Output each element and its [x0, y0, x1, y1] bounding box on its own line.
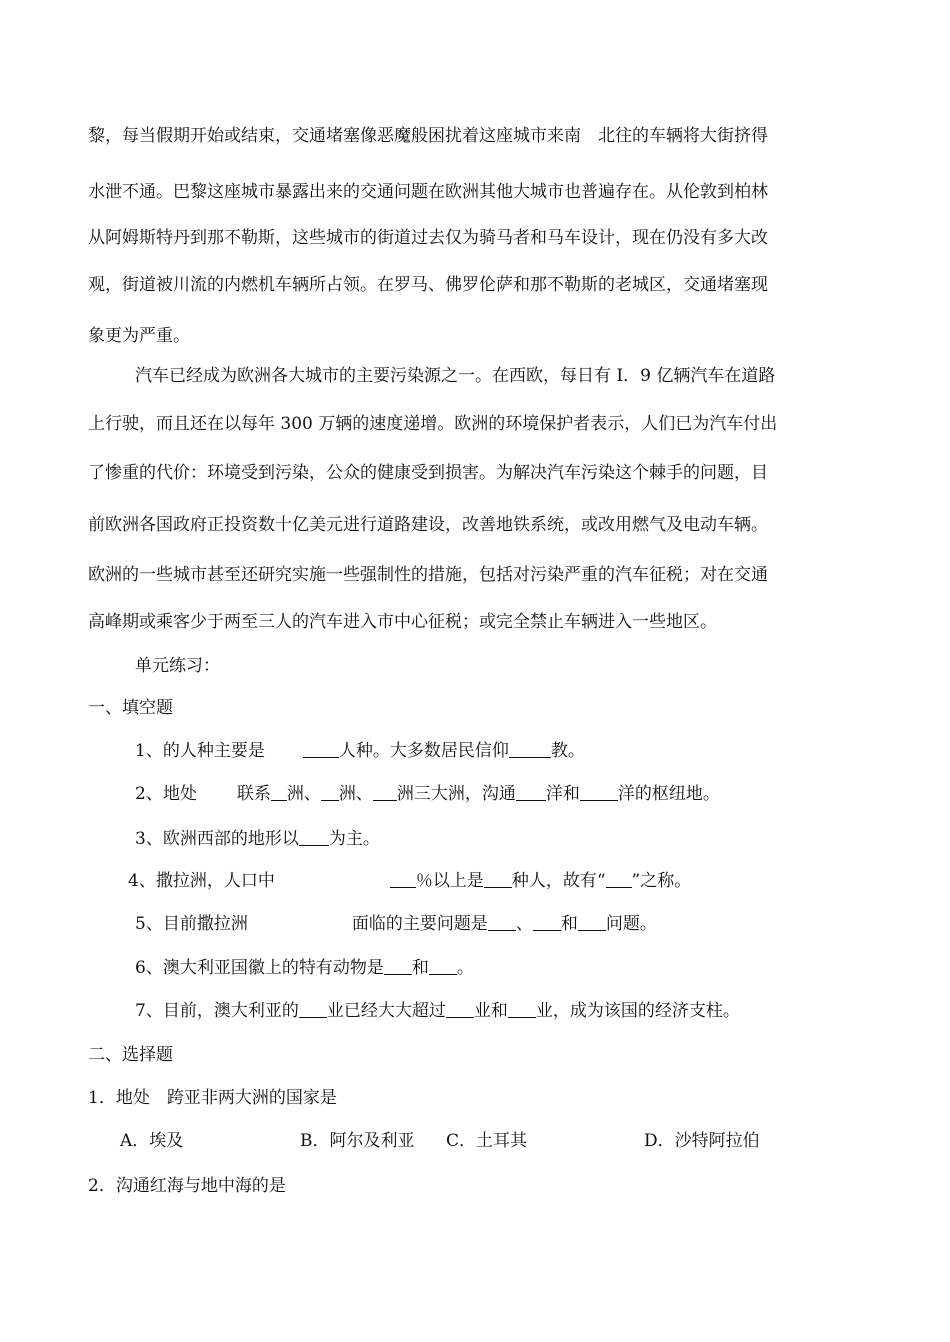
answer-blank[interactable] — [488, 912, 516, 931]
passage-line: 观，街道被川流的内燃机车辆所占领。在罗马、佛罗伦萨和那不勒斯的老城区，交通堵塞现 — [88, 275, 768, 295]
mc-question-2: 2．沟通红海与地中海的是 — [88, 1176, 286, 1196]
question-5: 5、目前撒拉洲 面临的主要问题是 、 和 问题。 — [135, 914, 657, 934]
answer-blank[interactable] — [384, 956, 412, 975]
question-4: 4、撒拉洲，人口中 ％以上是 种人，故有“ ”之称。 — [128, 871, 692, 891]
answer-blank[interactable] — [516, 782, 546, 801]
question-3: 3、欧洲西部的地形以 为主。 — [135, 829, 380, 849]
option-a[interactable]: A．埃及 — [120, 1131, 184, 1151]
passage-line: 水泄不通。巴黎这座城市暴露出来的交通问题在欧洲其他大城市也普遍存在。从伦敦到柏林 — [88, 182, 768, 202]
passage-line: 欧洲的一些城市甚至还研究实施一些强制性的措施，包括对污染严重的汽车征税；对在交通 — [88, 565, 768, 585]
answer-blank[interactable] — [321, 782, 339, 801]
mc-question-1: 1．地处 跨亚非两大洲的国家是 — [88, 1088, 337, 1108]
answer-blank[interactable] — [606, 869, 632, 888]
answer-blank[interactable] — [509, 739, 551, 758]
section-fill-in: 一、填空题 — [88, 698, 173, 718]
passage-line: 汽车已经成为欧洲各大城市的主要污染源之一。在西欧，每日有 I．9 亿辆汽车在道路 — [135, 366, 776, 386]
passage-line: 上行驶，而且还在以每年 300 万辆的速度递增。欧洲的环境保护者表示，人们已为汽车付出 — [88, 414, 778, 434]
answer-blank[interactable] — [373, 782, 397, 801]
question-2: 2、地处 联系 洲、 洲、 洲三大洲，沟通 洋和 洋的枢纽地。 — [135, 784, 720, 804]
answer-blank[interactable] — [578, 912, 606, 931]
answer-blank[interactable] — [429, 956, 457, 975]
answer-blank[interactable] — [484, 869, 512, 888]
section-multiple-choice: 二、选择题 — [88, 1045, 173, 1065]
answer-blank[interactable] — [303, 739, 339, 758]
option-c[interactable]: C．土耳其 — [446, 1131, 528, 1151]
answer-blank[interactable] — [299, 999, 327, 1018]
question-1: 1、的人种主要是 人种。大多数居民信仰 教。 — [135, 741, 585, 761]
answer-blank[interactable] — [580, 782, 618, 801]
answer-blank[interactable] — [390, 869, 416, 888]
passage-line: 从阿姆斯特丹到那不勒斯，这些城市的街道过去仅为骑马者和马车设计，现在仍没有多大改 — [88, 228, 768, 248]
passage-line: 了惨重的代价：环境受到污染，公众的健康受到损害。为解决汽车污染这个棘手的问题，目 — [88, 463, 768, 483]
answer-blank[interactable] — [299, 827, 329, 846]
option-b[interactable]: B．阿尔及利亚 — [300, 1131, 415, 1151]
question-6: 6、澳大利亚国徽上的特有动物是 和 。 — [135, 958, 474, 978]
passage-line: 前欧洲各国政府正投资数十亿美元进行道路建设，改善地铁系统，或改用燃气及电动车辆。 — [88, 515, 768, 535]
passage-line: 象更为严重。 — [88, 326, 190, 346]
question-7: 7、目前，澳大利亚的 业已经大大超过 业和 业，成为该国的经济支柱。 — [135, 1001, 740, 1021]
option-d[interactable]: D．沙特阿拉伯 — [644, 1131, 760, 1151]
answer-blank[interactable] — [508, 999, 536, 1018]
passage-line: 高峰期或乘客少于两至三人的汽车进入市中心征税；或完全禁止车辆进入一些地区。 — [88, 612, 717, 632]
exercise-heading: 单元练习： — [135, 656, 220, 676]
answer-blank[interactable] — [446, 999, 474, 1018]
answer-blank[interactable] — [533, 912, 561, 931]
answer-blank[interactable] — [271, 782, 287, 801]
passage-line: 黎，每当假期开始或结束，交通堵塞像恶魔般困扰着这座城市来南 北往的车辆将大街挤得 — [88, 126, 768, 146]
